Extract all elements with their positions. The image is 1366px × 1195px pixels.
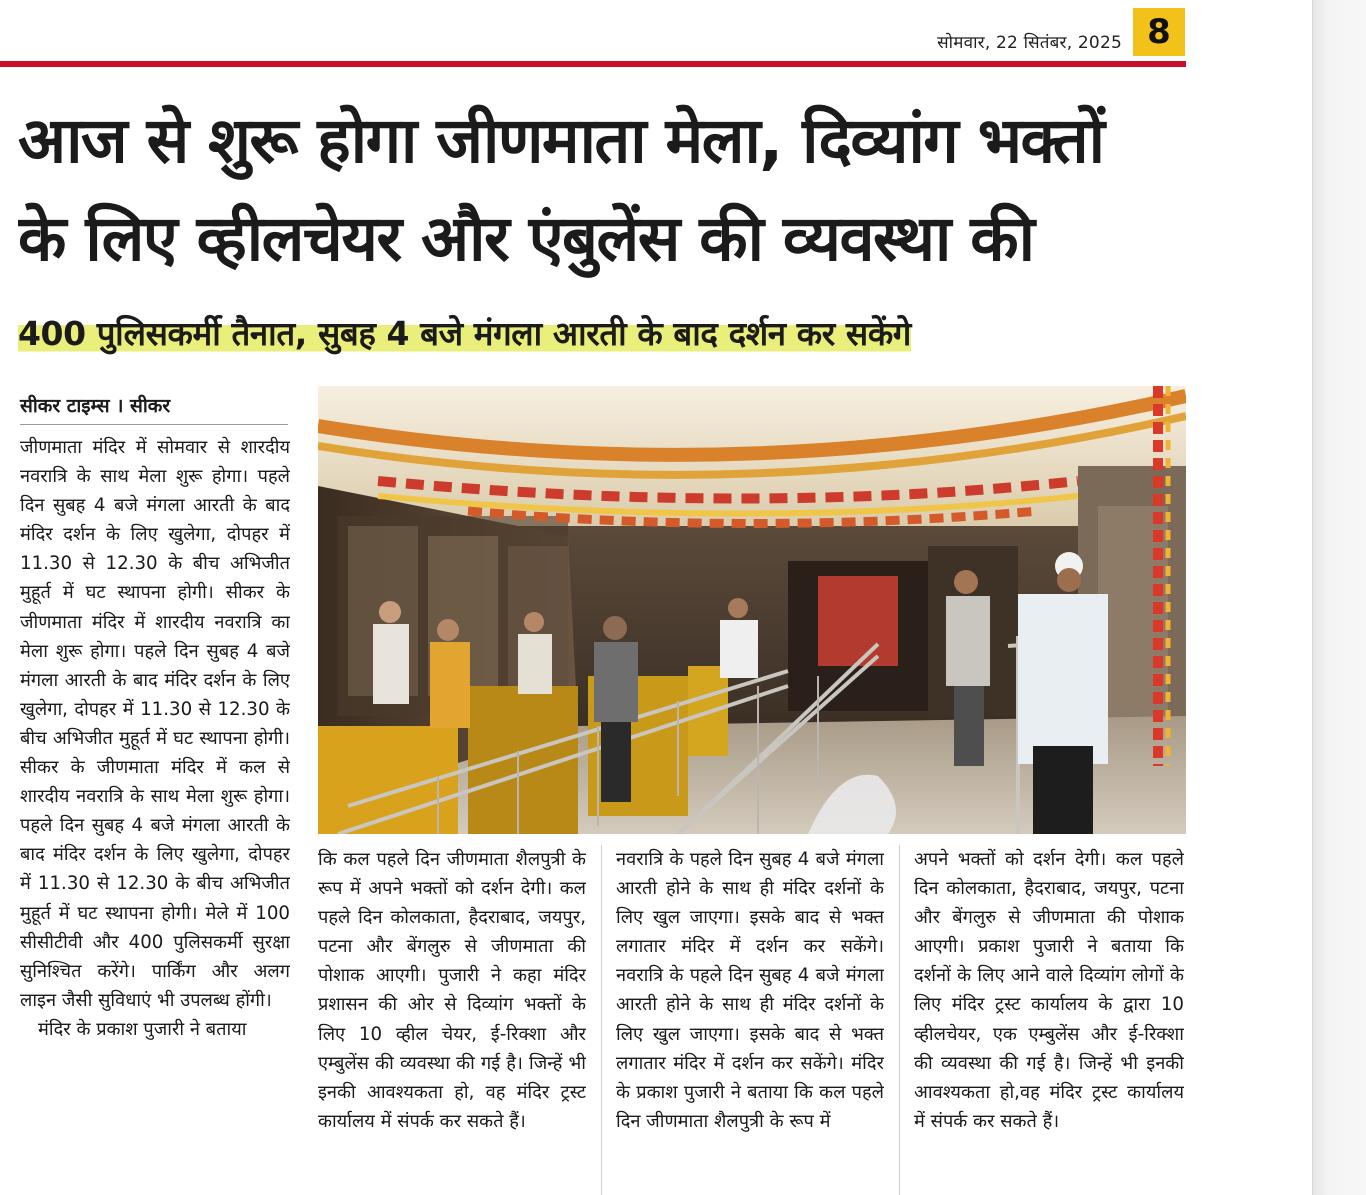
article-column-1 xyxy=(20,433,290,1195)
column-divider-1 xyxy=(601,845,602,1195)
headline-line-1: आज से शुरू होगा जीणमाता मेला, दिव्यांग भक्तों xyxy=(18,104,1104,177)
article-paragraph-1: जीणमाता मंदिर में सोमवार से शारदीय नवरात्रि के साथ मेला शुरू होगा। पहले दिन सुबह 4 बजे मंगला आरती के बाद मंदिर दर्शन के लिए खुलेगा, दोपहर में 11.30 से 12.30 के बीच अभिजीत मुहूर्त में घट स्थापना होगी। सीकर के जीणमाता मंदिर में शारदीय नवरात्रि का मेला शुरू होगा। पहले दिन सुबह 4 बजे मंगला आरती के बाद मंदिर दर्शन के लिए खुलेगा, दोपहर में 11.30 से 12.30 के बीच अभिजीत मुहूर्त में घट स्थापना होगी। सीकर के जीणमाता मंदिर में कल से शारदीय नवरात्रि के साथ मेला शुरू होगा। पहले दिन सुबह 4 बजे मंगला आरती के बाद मंदिर दर्शन के लिए खुलेगा, दोपहर में 11.30 से 12.30 के बीच अभिजीत मुहूर्त में घट स्थापना होगी। मेले में 100 सीसीटीवी और 400 पुलिसकर्मी सुरक्षा सुनिश्चित करेंगे। पार्किंग और अलग लाइन जैसी सुविधाएं भी उपलब्ध होंगी। xyxy=(20,437,290,1011)
subheadline: 400 पुलिसकर्मी तैनात, सुबह 4 बजे मंगला आरती के बाद दर्शन कर सकेंगे xyxy=(18,312,911,356)
viewer-gutter xyxy=(1312,0,1366,1195)
byline: सीकर टाइम्स । सीकर xyxy=(20,392,288,425)
article-paragraph-2-start: मंदिर के प्रकाश पुजारी ने बताया xyxy=(38,1018,247,1040)
photo-illustration xyxy=(318,386,1186,834)
header-rule xyxy=(0,61,1186,67)
article-column-2: कि कल पहले दिन जीणमाता शैलपुत्री के रूप में अपने भक्तों को दर्शन देगी। कल पहले दिन कोलकाता, हैदराबाद, जयपुर, पटना और बेंगलुरु से जीणमाता की पोशाक आएगी। पुजारी ने कहा मंदिर प्रशासन की ओर से दिव्यांग भक्तों के लिए 10 व्हील चेयर, ई-रिक्शा और एम्बुलेंस की व्यवस्था की गई है। जिन्हें भी इनकी आवश्यकता हो, वह मंदिर ट्रस्ट कार्यालय में संपर्क कर सकते हैं। xyxy=(318,849,586,1132)
column-divider-2 xyxy=(899,845,900,1195)
page-number-badge: 8 xyxy=(1133,8,1185,56)
temple-interior-photo xyxy=(318,386,1186,834)
subheadline-wrap xyxy=(18,312,1186,356)
article-column-3: नवरात्रि के पहले दिन सुबह 4 बजे मंगला आरती होने के साथ ही मंदिर दर्शनों के लिए खुल जाएगा। इसके बाद से भक्त लगातार मंदिर में दर्शन कर सकेंगे। नवरात्रि के पहले दिन सुबह 4 बजे मंगला आरती होने के साथ ही मंदिर दर्शनों के लिए खुल जाएगा। इसके बाद से भक्त लगातार मंदिर में दर्शन कर सकेंगे। मंदिर के प्रकाश पुजारी ने बताया कि कल पहले दिन जीणमाता शैलपुत्री के रूप में xyxy=(616,849,884,1132)
headline xyxy=(18,92,1188,288)
article-column-4: अपने भक्तों को दर्शन देगी। कल पहले दिन कोलकाता, हैदराबाद, जयपुर, पटना और बेंगलुरु से जीणमाता की पोशाक आएगी। प्रकाश पुजारी ने बताया कि दर्शनों के लिए आने वाले दिव्यांग लोगों के लिए मंदिर ट्रस्ट कार्यालय के द्वारा 10 व्हीलचेयर, एक एम्बुलेंस और ई-रिक्शा की व्यवस्था की गई है। जिन्हें भी इनकी आवश्यकता हो,वह मंदिर ट्रस्ट कार्यालय में संपर्क कर सकते हैं। xyxy=(914,849,1184,1132)
dateline: सोमवार, 22 सितंबर, 2025 xyxy=(937,33,1122,53)
headline-line-2: के लिए व्हीलचेयर और एंबुलेंस की व्यवस्था की xyxy=(18,202,1034,275)
